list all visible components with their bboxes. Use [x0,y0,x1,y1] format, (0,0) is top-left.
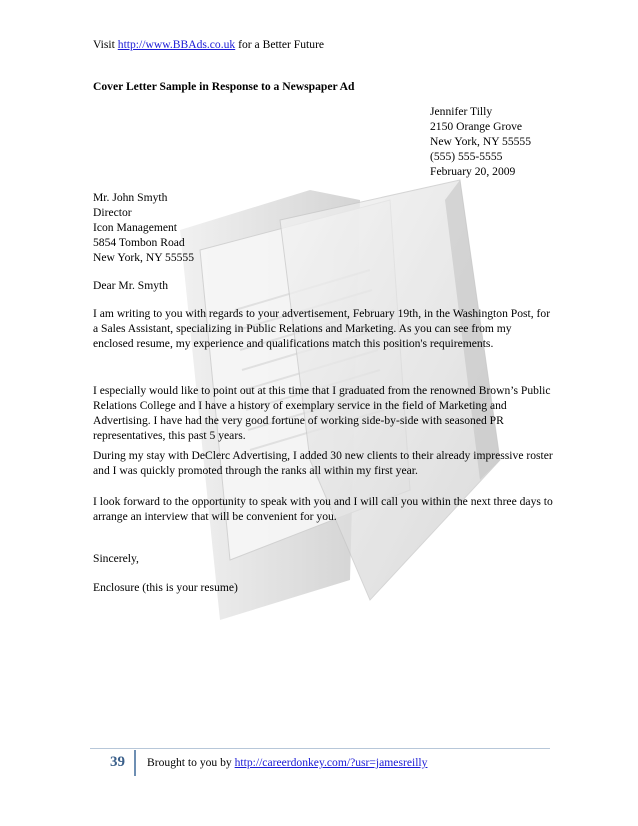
page-number: 39 [110,754,125,770]
recipient-city: New York, NY 55555 [93,251,195,264]
recipient-company: Icon Management [93,221,178,234]
recipient-title: Director [93,206,132,219]
footer-brought-prefix: Brought to you by [147,756,232,769]
recipient-address [93,190,194,265]
careerdonkey-link[interactable]: http://careerdonkey.com/?usr=jamesreilly [234,756,428,769]
paragraph-2: I especially would like to point out at this time that I graduated from the renowned Brown’s Public Relations College and I have a history of exemplary service in the field of Marketing and Advertising. I have had the very good fortune of working side-by-side with seasoned PR representatives, this past 5 years. [93,384,551,442]
recipient-street: 5854 Tombon Road [93,236,185,249]
footer-separator [134,750,136,776]
footer-divider [90,748,550,749]
bbads-link[interactable]: http://www.BBAds.co.uk [117,38,236,51]
salutation: Dear Mr. Smyth [93,279,169,292]
header-visit-suffix: for a Better Future [238,38,325,51]
paragraph-3: During my stay with DeClerc Advertising, I added 30 new clients to their already impressive roster and I was quickly promoted through the ranks all within my first year. [93,449,553,477]
sender-city: New York, NY 55555 [430,135,532,148]
paragraph-1: I am writing to you with regards to your advertisement, February 19th, in the Washington Post, for a Sales Assistant, specializing in Public Relations and Marketing. As you can see from my enclosed resume, my experience and qualifications match this position's requirements. [93,307,551,350]
enclosure-note: Enclosure (this is your resume) [93,581,238,594]
sender-name: Jennifer Tilly [430,105,493,118]
recipient-name: Mr. John Smyth [93,191,168,204]
sender-address [430,104,531,179]
closing: Sincerely, [93,552,139,565]
page-title: Cover Letter Sample in Response to a Newspaper Ad [93,80,355,93]
header-visit-prefix: Visit [93,38,115,51]
paragraph-4: I look forward to the opportunity to speak with you and I will call you within the next three days to arrange an interview that will be convenient for you. [93,495,553,523]
letter-date: February 20, 2009 [430,165,516,178]
sender-street: 2150 Orange Grove [430,120,523,133]
header-line [93,37,324,52]
footer-credit [147,755,427,770]
sender-phone: (555) 555-5555 [430,150,503,163]
